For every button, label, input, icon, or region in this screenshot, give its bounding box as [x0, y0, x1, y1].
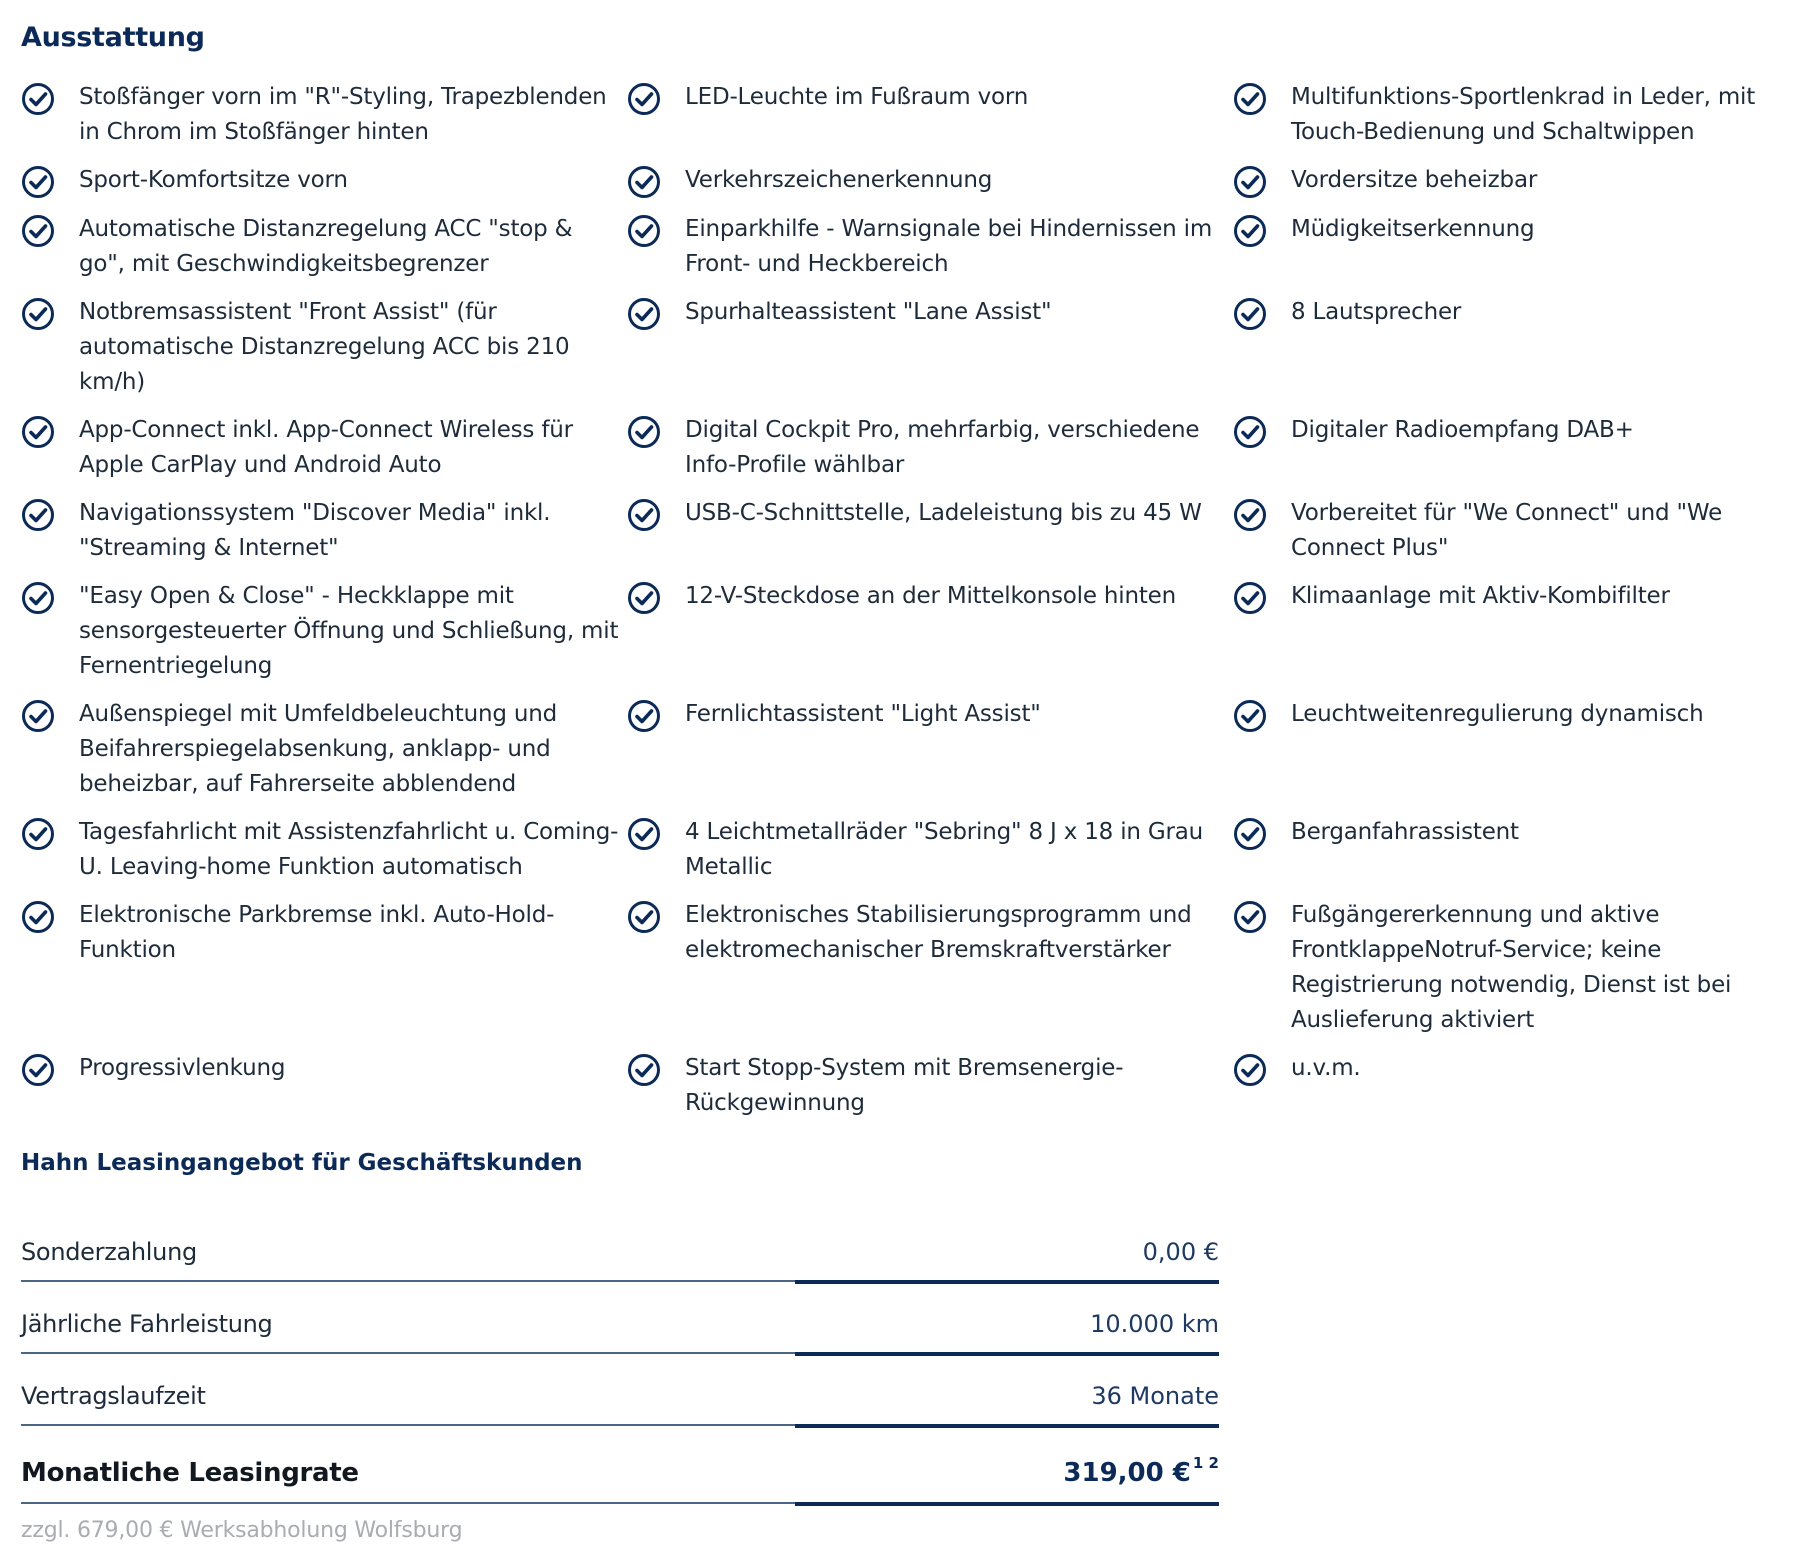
feature-text: Tagesfahrlicht mit Assistenzfahrlicht u. Coming- U. Leaving-home Funktion automatisch: [79, 819, 619, 880]
feature-item: [1233, 413, 1801, 496]
check-circle-icon: [1233, 82, 1267, 116]
monthly-rate-amount: 319,00 €: [1063, 1458, 1191, 1488]
feature-text: Automatische Distanzregelung ACC "stop & go", mit Geschwindigkeitsbegrenzer: [79, 216, 573, 277]
check-circle-icon: [21, 297, 55, 331]
row-accent-bar: [795, 1502, 1219, 1506]
check-circle-icon: [627, 900, 661, 934]
check-circle-icon: [627, 214, 661, 248]
check-circle-icon: [1233, 297, 1267, 331]
leasing-title: Hahn Leasingangebot für Geschäftskunden: [21, 1150, 583, 1176]
feature-text: Sport-Komfortsitze vorn: [79, 167, 348, 193]
check-circle-icon: [1233, 900, 1267, 934]
leasing-row-fahrleistung: [21, 1282, 1219, 1354]
check-circle-icon: [627, 581, 661, 615]
check-circle-icon: [1233, 699, 1267, 733]
check-circle-icon: [1233, 214, 1267, 248]
feature-text: Stoßfänger vorn im "R"-Styling, Trapezblenden in Chrom im Stoßfänger hinten: [79, 84, 607, 145]
feature-item: [1233, 1051, 1801, 1134]
feature-text: Elektronische Parkbremse inkl. Auto-Hold-Funktion: [79, 902, 555, 963]
feature-item: [21, 413, 627, 496]
feature-item: [21, 212, 627, 295]
leasing-row-laufzeit: [21, 1354, 1219, 1426]
feature-item: [1233, 697, 1801, 815]
feature-item: [1233, 80, 1801, 163]
check-circle-icon: [21, 900, 55, 934]
check-circle-icon: [21, 1053, 55, 1087]
check-circle-icon: [627, 165, 661, 199]
feature-text: "Easy Open & Close" - Heckklappe mit sensorgesteuerter Öffnung und Schließung, mit Fernentriegelung: [79, 583, 619, 679]
check-circle-icon: [627, 415, 661, 449]
feature-item: [21, 295, 627, 413]
feature-text: Leuchtweitenregulierung dynamisch: [1291, 701, 1704, 727]
check-circle-icon: [21, 699, 55, 733]
feature-item: [627, 496, 1233, 579]
feature-text: App-Connect inkl. App-Connect Wireless für Apple CarPlay und Android Auto: [79, 417, 573, 478]
check-circle-icon: [21, 82, 55, 116]
feature-item: [21, 579, 627, 697]
feature-text: 4 Leichtmetallräder "Sebring" 8 J x 18 in Grau Metallic: [685, 819, 1204, 880]
check-circle-icon: [21, 817, 55, 851]
feature-text: Spurhalteassistent "Lane Assist": [685, 299, 1052, 325]
feature-item: [21, 697, 627, 815]
feature-text: Start Stopp-System mit Bremsenergie-Rückgewinnung: [685, 1055, 1124, 1116]
feature-text: Elektronisches Stabilisierungsprogramm und elektromechanischer Bremskraftverstärker: [685, 902, 1192, 963]
check-circle-icon: [627, 699, 661, 733]
feature-text: Multifunktions-Sportlenkrad in Leder, mit Touch-Bedienung und Schaltwippen: [1291, 84, 1756, 145]
feature-item: [1233, 898, 1801, 1051]
leasing-row-label: Sonderzahlung: [21, 1238, 197, 1266]
monthly-rate-label: Monatliche Leasingrate: [21, 1458, 359, 1488]
feature-text: Fernlichtassistent "Light Assist": [685, 701, 1041, 727]
feature-text: 12-V-Steckdose an der Mittelkonsole hinten: [685, 583, 1177, 609]
leasing-row-sonderzahlung: [21, 1210, 1219, 1282]
feature-text: Digitaler Radioempfang DAB+: [1291, 417, 1634, 443]
feature-text: 8 Lautsprecher: [1291, 299, 1462, 325]
feature-text: Einparkhilfe - Warnsignale bei Hindernissen im Front- und Heckbereich: [685, 216, 1213, 277]
equipment-list: [21, 80, 1801, 1134]
feature-item: [627, 898, 1233, 1051]
check-circle-icon: [627, 817, 661, 851]
check-circle-icon: [627, 498, 661, 532]
check-circle-icon: [627, 297, 661, 331]
check-circle-icon: [21, 165, 55, 199]
feature-item: [21, 80, 627, 163]
check-circle-icon: [1233, 415, 1267, 449]
feature-text: Müdigkeitserkennung: [1291, 216, 1535, 242]
leasing-row-value: 0,00 €: [1142, 1238, 1219, 1266]
check-circle-icon: [1233, 165, 1267, 199]
check-circle-icon: [1233, 581, 1267, 615]
footnote-marks[interactable]: 1 2: [1192, 1454, 1219, 1472]
leasing-row-label: Vertragslaufzeit: [21, 1382, 206, 1410]
check-circle-icon: [1233, 817, 1267, 851]
feature-text: Navigationssystem "Discover Media" inkl. "Streaming & Internet": [79, 500, 551, 561]
feature-item: [627, 697, 1233, 815]
feature-item: [627, 295, 1233, 413]
feature-item: [21, 898, 627, 1051]
check-circle-icon: [21, 498, 55, 532]
pickup-footnote: zzgl. 679,00 € Werksabholung Wolfsburg: [21, 1518, 463, 1543]
feature-item: [1233, 496, 1801, 579]
feature-item: [627, 163, 1233, 212]
feature-item: [21, 496, 627, 579]
feature-text: Digital Cockpit Pro, mehrfarbig, verschiedene Info-Profile wählbar: [685, 417, 1200, 478]
feature-item: [21, 1051, 627, 1134]
leasing-row-monthly-rate: [21, 1426, 1219, 1504]
feature-text: USB-C-Schnittstelle, Ladeleistung bis zu 45 W: [685, 500, 1202, 526]
feature-text: Fußgängererkennung und aktive FrontklappeNotruf-Service; keine Registrierung notwendig, Dienst ist bei Auslieferung aktiviert: [1291, 902, 1732, 1033]
check-circle-icon: [21, 214, 55, 248]
feature-item: [1233, 579, 1801, 697]
feature-text: Notbremsassistent "Front Assist" (für automatische Distanzregelung ACC bis 210 km/h): [79, 299, 570, 395]
feature-item: [1233, 815, 1801, 898]
check-circle-icon: [627, 82, 661, 116]
feature-item: [21, 163, 627, 212]
check-circle-icon: [21, 581, 55, 615]
feature-text: Vorbereitet für "We Connect" und "We Connect Plus": [1291, 500, 1723, 561]
feature-text: Klimaanlage mit Aktiv-Kombifilter: [1291, 583, 1670, 609]
check-circle-icon: [21, 415, 55, 449]
feature-item: [627, 212, 1233, 295]
feature-item: [627, 80, 1233, 163]
feature-item: [1233, 212, 1801, 295]
feature-text: Progressivlenkung: [79, 1055, 286, 1081]
feature-text: Außenspiegel mit Umfeldbeleuchtung und Beifahrerspiegelabsenkung, anklapp- und beheizbar, auf Fahrerseite abblendend: [79, 701, 558, 797]
feature-item: [627, 1051, 1233, 1134]
feature-text: Vordersitze beheizbar: [1291, 167, 1538, 193]
feature-item: [627, 815, 1233, 898]
leasing-row-value: 10.000 km: [1090, 1310, 1219, 1338]
feature-text: u.v.m.: [1291, 1055, 1361, 1081]
check-circle-icon: [1233, 498, 1267, 532]
feature-item: [21, 815, 627, 898]
leasing-table: [21, 1210, 1219, 1504]
feature-item: [627, 579, 1233, 697]
feature-item: [627, 413, 1233, 496]
feature-text: LED-Leuchte im Fußraum vorn: [685, 84, 1029, 110]
leasing-row-value: 36 Monate: [1091, 1382, 1219, 1410]
check-circle-icon: [627, 1053, 661, 1087]
leasing-row-label: Jährliche Fahrleistung: [21, 1310, 273, 1338]
equipment-title: Ausstattung: [21, 22, 205, 53]
feature-text: Verkehrszeichenerkennung: [685, 167, 993, 193]
feature-text: Berganfahrassistent: [1291, 819, 1519, 845]
monthly-rate-value: [1063, 1454, 1219, 1488]
check-circle-icon: [1233, 1053, 1267, 1087]
feature-item: [1233, 295, 1801, 413]
feature-item: [1233, 163, 1801, 212]
